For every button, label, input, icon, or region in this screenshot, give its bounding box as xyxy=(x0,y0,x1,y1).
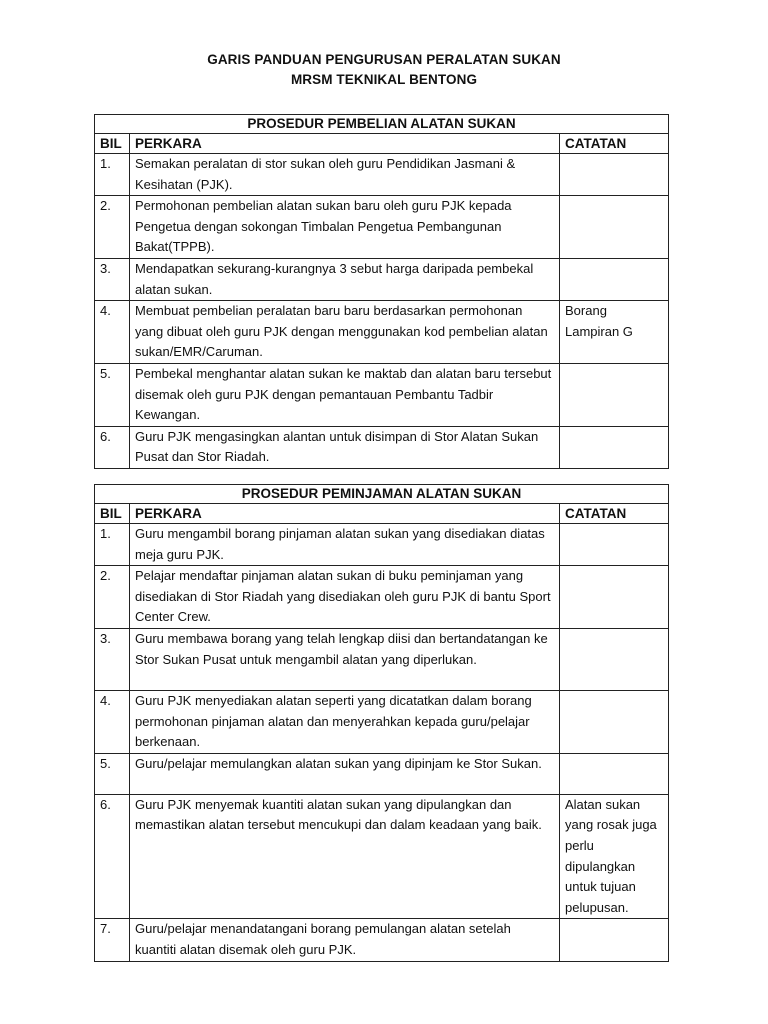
table-row xyxy=(95,753,669,794)
table-row xyxy=(95,196,669,259)
row-note xyxy=(560,196,669,259)
row-number: 1. xyxy=(95,524,130,566)
table-header-row xyxy=(95,504,669,524)
row-item: Membuat pembelian peralatan baru baru berdasarkan permohonan yang dibuat oleh guru PJK dengan menggunakan kod pembelian alatan sukan/EMR/Caruman. xyxy=(130,301,560,364)
table-row xyxy=(95,363,669,426)
table-header-row xyxy=(95,134,669,154)
row-item: Guru/pelajar menandatangani borang pemulangan alatan setelah kuantiti alatan disemak oleh guru PJK. xyxy=(130,919,560,961)
table-row xyxy=(95,628,669,690)
row-number: 4. xyxy=(95,690,130,753)
column-header-catatan: CATATAN xyxy=(560,504,669,524)
row-number: 6. xyxy=(95,794,130,919)
row-note xyxy=(560,363,669,426)
table-row xyxy=(95,154,669,196)
row-number: 3. xyxy=(95,628,130,690)
row-item: Guru/pelajar memulangkan alatan sukan yang dipinjam ke Stor Sukan. xyxy=(130,753,560,794)
row-note xyxy=(560,690,669,753)
row-number: 6. xyxy=(95,426,130,468)
table-row xyxy=(95,426,669,468)
row-note xyxy=(560,753,669,794)
row-item: Permohonan pembelian alatan sukan baru oleh guru PJK kepada Pengetua dengan sokongan Timbalan Pengetua Pembangunan Bakat(TPPB). xyxy=(130,196,560,259)
table-row xyxy=(95,566,669,629)
column-header-bil: BIL xyxy=(95,504,130,524)
row-number: 7. xyxy=(95,919,130,961)
table-row xyxy=(95,301,669,364)
row-number: 4. xyxy=(95,301,130,364)
row-item: Pembekal menghantar alatan sukan ke maktab dan alatan baru tersebut disemak oleh guru PJK dengan pemantauan Pembantu Tadbir Kewangan. xyxy=(130,363,560,426)
table-row xyxy=(95,794,669,919)
row-item: Guru PJK mengasingkan alantan untuk disimpan di Stor Alatan Sukan Pusat dan Stor Riadah. xyxy=(130,426,560,468)
document-title: GARIS PANDUAN PENGURUSAN PERALATAN SUKAN xyxy=(207,52,561,67)
table-title: PROSEDUR PEMINJAMAN ALATAN SUKAN xyxy=(95,485,669,504)
document-subtitle: MRSM TEKNIKAL BENTONG xyxy=(290,72,478,87)
row-number: 5. xyxy=(95,753,130,794)
row-number: 3. xyxy=(95,258,130,300)
row-note xyxy=(560,628,669,690)
row-note xyxy=(560,919,669,961)
table-row xyxy=(95,524,669,566)
row-note: Borang Lampiran G xyxy=(560,301,669,364)
row-number: 2. xyxy=(95,196,130,259)
purchase-procedure-table xyxy=(94,114,669,469)
row-number: 1. xyxy=(95,154,130,196)
row-note xyxy=(560,566,669,629)
table-row xyxy=(95,919,669,961)
row-item: Pelajar mendaftar pinjaman alatan sukan di buku peminjaman yang disediakan di Stor Riadah yang disediakan oleh guru PJK di bantu Sport Center Crew. xyxy=(130,566,560,629)
row-item: Guru mengambil borang pinjaman alatan sukan yang disediakan diatas meja guru PJK. xyxy=(130,524,560,566)
row-item: Guru PJK menyediakan alatan seperti yang dicatatkan dalam borang permohonan pinjaman alatan dan menyerahkan kepada guru/pelajar berkenaan. xyxy=(130,690,560,753)
row-item: Mendapatkan sekurang-kurangnya 3 sebut harga daripada pembekal alatan sukan. xyxy=(130,258,560,300)
row-number: 2. xyxy=(95,566,130,629)
row-number: 5. xyxy=(95,363,130,426)
table-title: PROSEDUR PEMBELIAN ALATAN SUKAN xyxy=(95,115,669,134)
row-note: Alatan sukan yang rosak juga perlu dipulangkan untuk tujuan pelupusan. xyxy=(560,794,669,919)
row-item: Guru PJK menyemak kuantiti alatan sukan yang dipulangkan dan memastikan alatan tersebut mencukupi dan dalam keadaan yang baik. xyxy=(130,794,560,919)
table-row xyxy=(95,258,669,300)
row-note xyxy=(560,154,669,196)
column-header-perkara: PERKARA xyxy=(130,134,560,154)
row-item: Semakan peralatan di stor sukan oleh guru Pendidikan Jasmani & Kesihatan (PJK). xyxy=(130,154,560,196)
table-row xyxy=(95,690,669,753)
row-item: Guru membawa borang yang telah lengkap diisi dan bertandatangan ke Stor Sukan Pusat untuk mengambil alatan yang diperlukan. xyxy=(130,628,560,690)
row-note xyxy=(560,426,669,468)
column-header-perkara: PERKARA xyxy=(130,504,560,524)
row-note xyxy=(560,524,669,566)
row-note xyxy=(560,258,669,300)
borrowing-procedure-table xyxy=(94,484,669,962)
column-header-bil: BIL xyxy=(95,134,130,154)
column-header-catatan: CATATAN xyxy=(560,134,669,154)
